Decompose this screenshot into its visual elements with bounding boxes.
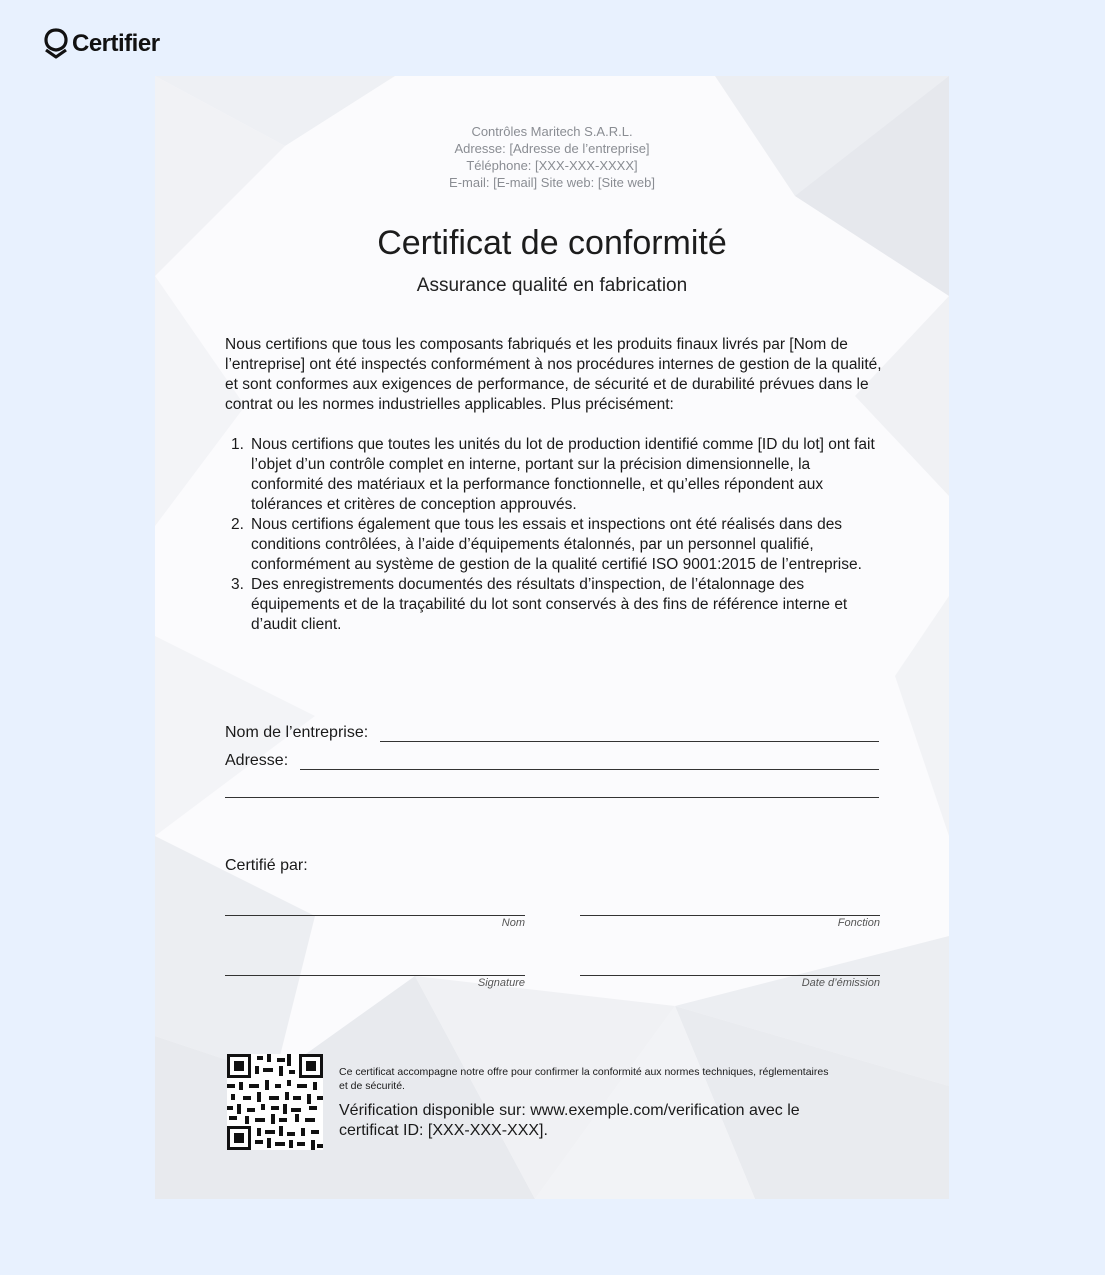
date-caption: Date d’émission: [801, 977, 880, 989]
clause-number: 3.: [231, 576, 244, 593]
signature-caption: Signature: [477, 977, 525, 989]
clause-text: Des enregistrements documentés des résultats d’inspection, de l’étalonnage des équipements et de la traçabilité du lot sont conservés à des fins de référence interne et d’audit client.: [251, 576, 848, 633]
clause-text: Nous certifions également que tous les essais et inspections ont été réalisés dans des conditions contrôlées, à l’aide d’équipements étalonnés, par un personnel qualifié, conformément au système de gestion de la qualité certifié ISO 9001:2015 de l’entreprise.: [251, 516, 862, 573]
clause-text: Nous certifions que toutes les unités du lot de production identifié comme [ID du lot] ont fait l’objet d’un contrôle complet en interne, portant sur la précision dimensionnelle, la conformité des matériaux et la performance fonctionnelle, et qu’elles répondent aux tolérances et critères de conception approuvés.: [251, 436, 875, 513]
certificate-page: [155, 76, 949, 1199]
brand-name: Certifier: [72, 30, 160, 57]
company-name-field: [225, 724, 879, 742]
brand: [44, 28, 160, 60]
address-field: [225, 752, 879, 770]
company-address: Adresse: [Adresse de l’entreprise]: [454, 141, 650, 156]
verification-text: Vérification disponible sur: www.exemple.com/verification avec le certificat ID: [XXX-XXX-XXX].: [339, 1102, 800, 1139]
company-header: [155, 123, 949, 191]
company-name-label: Nom de l’entreprise:: [225, 724, 369, 741]
certificate-content: [155, 76, 949, 1199]
address-line[interactable]: [300, 757, 879, 770]
company-phone: Téléphone: [XXX-XXX-XXXX]: [466, 158, 638, 173]
clause-item: [225, 435, 881, 515]
company-name-line[interactable]: [380, 729, 879, 742]
clause-number: 1.: [231, 436, 244, 453]
certified-by-label: Certifié par:: [225, 857, 308, 874]
clauses-list: [225, 435, 881, 635]
certificate-title: Certificat de conformité: [377, 224, 727, 262]
role-caption: Fonction: [837, 917, 880, 929]
name-caption: Nom: [501, 917, 525, 929]
address-line-2[interactable]: [225, 797, 879, 798]
certifier-logo-icon: [44, 28, 68, 60]
company-contact: E-mail: [E-mail] Site web: [Site web]: [449, 175, 655, 190]
company-name: Contrôles Maritech S.A.R.L.: [471, 124, 633, 139]
qr-code-icon[interactable]: [227, 1054, 323, 1150]
clause-number: 2.: [231, 516, 244, 533]
footer-note: Ce certificat accompagne notre offre pour confirmer la conformité aux normes techniques, réglementaires et de sécurité.: [339, 1066, 829, 1092]
intro-paragraph: Nous certifions que tous les composants fabriqués et les produits finaux livrés par [Nom de l’entreprise] ont été inspectés conformément à nos procédures internes de gestion de la qualité, et sont conformes aux exigences de performance, de sécurité et de durabilité prévues dans le contrat ou les normes industrielles applicables. Plus précisément:: [225, 336, 882, 413]
clause-item: [225, 575, 881, 635]
role-line[interactable]: [580, 915, 880, 916]
name-line[interactable]: [225, 915, 525, 916]
certificate-subtitle: Assurance qualité en fabrication: [416, 275, 688, 296]
clause-item: [225, 515, 881, 575]
date-line[interactable]: [580, 975, 880, 976]
signature-line[interactable]: [225, 975, 525, 976]
address-label: Adresse:: [225, 752, 289, 769]
